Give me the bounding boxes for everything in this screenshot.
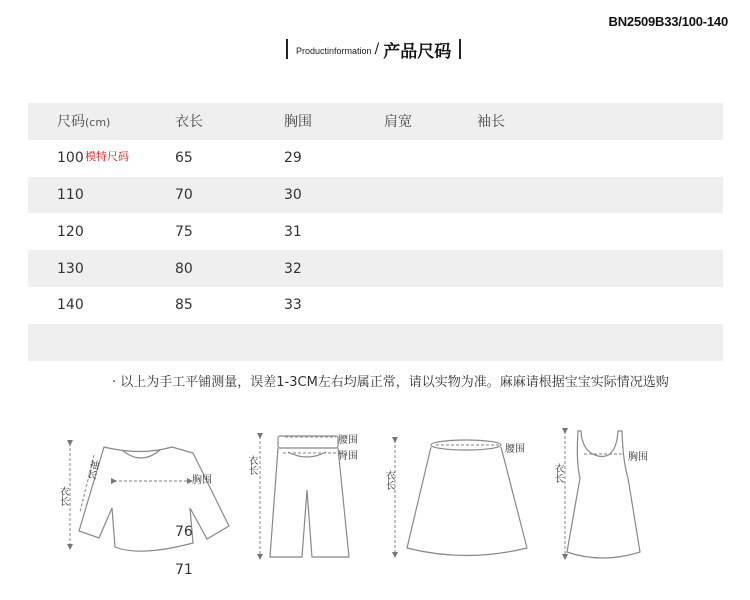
cell-chest: 29 (284, 150, 302, 167)
product-code: BN2509B33/100-140 (608, 14, 728, 29)
cell-length: 85 (175, 297, 193, 314)
top-value-b: 71 (175, 562, 193, 578)
pants-waist-label: 腰围 (338, 435, 358, 446)
header-size: 尺码(cm) (57, 114, 111, 131)
skirt-waist-label: 腰围 (505, 444, 525, 455)
dress-chest-label: 胸围 (628, 452, 648, 463)
cell-chest: 30 (284, 186, 302, 203)
cell-length: 80 (175, 260, 193, 277)
heading-slash: / (374, 41, 380, 57)
pants-length-label: 衣长 (246, 455, 257, 475)
dress-length-label: 衣长 (552, 463, 563, 483)
size-unit: (cm) (85, 116, 111, 130)
model-size-tag: 模特尺码 (85, 149, 129, 163)
heading-english: Productinformation (296, 46, 372, 56)
pants-hip-label: 臀围 (338, 451, 358, 462)
cell-size: 140 (57, 297, 84, 314)
cell-chest: 32 (284, 260, 302, 277)
heading-chinese: 产品尺码 (383, 41, 452, 62)
header-length: 衣长 (175, 114, 203, 131)
top-sleeve-label: 袖长 (84, 458, 99, 480)
header-shoulder: 肩宽 (384, 114, 412, 131)
cell-length: 70 (175, 186, 193, 203)
header-chest: 胸围 (284, 114, 312, 131)
top-chest-label: 胸围 (192, 475, 212, 486)
cell-size: 130 (57, 260, 84, 277)
pants-sketch (260, 436, 349, 557)
header-sleeve: 袖长 (477, 114, 505, 131)
cell-size: 120 (57, 223, 84, 240)
top-length-label: 衣长 (57, 486, 68, 506)
cell-size: 110 (57, 186, 84, 203)
cell-size: 100 (57, 150, 84, 167)
cell-chest: 31 (284, 223, 302, 240)
top-value-a: 76 (175, 524, 193, 540)
skirt-length-label: 衣长 (383, 470, 394, 490)
measurement-note: · 以上为手工平铺测量，误差1-3CM左右均属正常，请以实物为准。麻麻请根据宝宝实际情况选购 (112, 375, 669, 390)
cell-length: 65 (175, 150, 193, 167)
cell-length: 75 (175, 223, 193, 240)
skirt-sketch (395, 440, 527, 556)
cell-chest: 33 (284, 297, 302, 314)
